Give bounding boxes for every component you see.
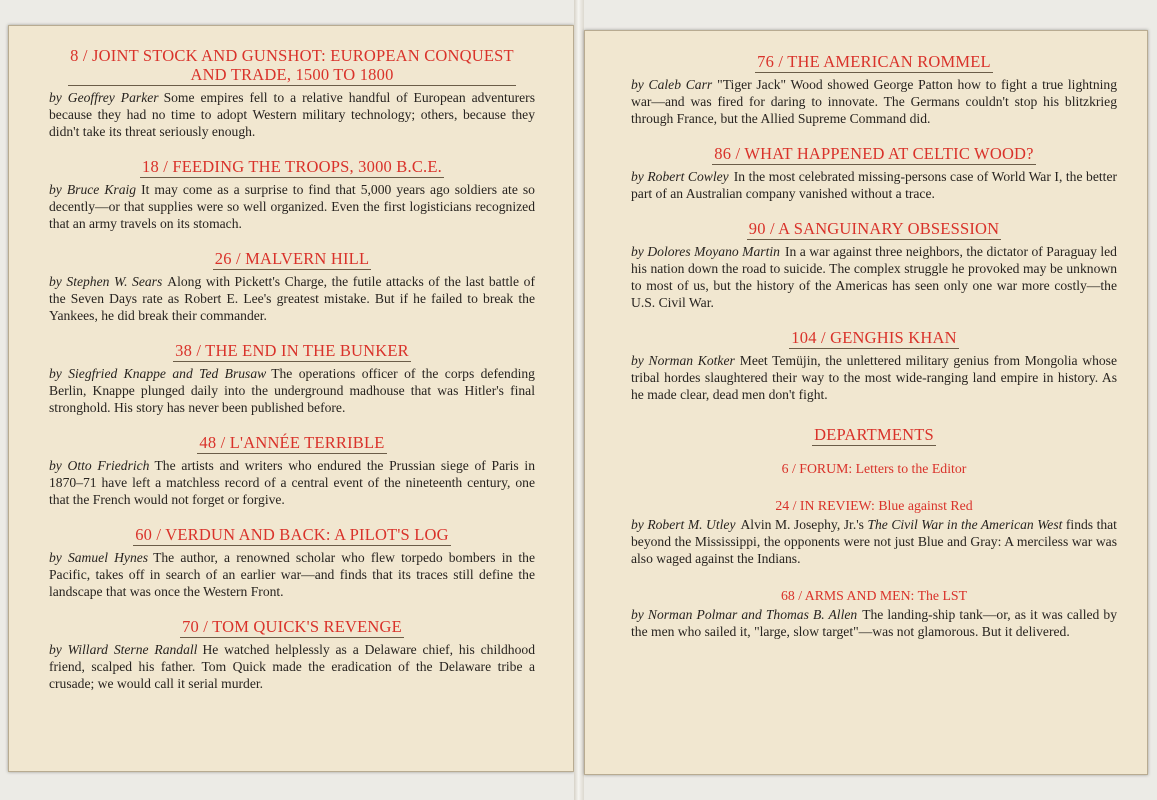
left-page xyxy=(8,25,574,772)
article-body xyxy=(631,352,1117,403)
article-summary: The operations officer of the corps defending Berlin, Knappe plunged daily into the underground madhouse that was Hitler's final stronghold. His story has never been published before. xyxy=(49,366,535,415)
department-body xyxy=(631,516,1117,567)
article-summary: It may come as a surprise to find that 5,000 years ago soldiers ate so decently—or that supplies were so well organized. Even the first logisticians recognized that an army travels on its stomach. xyxy=(49,182,535,231)
article-summary: Along with Pickett's Charge, the futile attacks of the last battle of the Seven Days rate as Robert E. Lee's greatest mistake. But if he failed to break the Yankees, he did break their commander. xyxy=(49,274,535,323)
department-title: 68 / ARMS AND MEN: The LST xyxy=(780,588,968,603)
article-genghis-khan xyxy=(631,328,1117,403)
article-summary: In a war against three neighbors, the dictator of Paraguay led his nation down the road to suicide. The complex struggle he provoked may be unknown to most of us, but the history of the Americas has seen only one war more costly—the U.S. Civil War. xyxy=(631,244,1117,310)
article-body xyxy=(49,365,535,416)
article-celtic-wood xyxy=(631,144,1117,202)
article-american-rommel xyxy=(631,52,1117,127)
article-summary: Meet Temüjin, the unlettered military genius from Mongolia whose tribal hordes slaughtered their way to the most wide-ranging land empire in history. As he made clear, dead men don't fight. xyxy=(631,353,1117,402)
article-sanguinary-obsession xyxy=(631,219,1117,311)
article-body xyxy=(49,273,535,324)
article-verdun xyxy=(49,525,535,600)
article-author: by Samuel Hynes xyxy=(49,550,149,565)
department-title: 6 / FORUM: Letters to the Editor xyxy=(781,461,967,476)
title-line: AND TRADE, 1500 TO 1800 xyxy=(190,65,394,84)
article-author: by Otto Friedrich xyxy=(49,458,150,473)
article-body xyxy=(49,457,535,508)
article-summary: The artists and writers who endured the Prussian siege of Paris in 1870–71 have left a matchless record of a central event of the nineteenth century, one that the French would not forget or forgive. xyxy=(49,458,535,507)
article-feeding-troops xyxy=(49,157,535,232)
department-summary: The landing-ship tank—or, as it was called by the men who sailed it, "large, slow target"—was not glamorous. But it delivered. xyxy=(631,607,1117,639)
article-summary: "Tiger Jack" Wood showed George Patton how to fight a true lightning war—and was fired for daring to innovate. The Germans couldn't stop his blitzkrieg through France, but the Allied Supreme Command did. xyxy=(631,77,1117,126)
department-title: 24 / IN REVIEW: Blue against Red xyxy=(775,498,973,513)
department-author: by Norman Polmar and Thomas B. Allen xyxy=(631,607,858,622)
article-author: by Siegfried Knappe and Ted Brusaw xyxy=(49,366,267,381)
article-title: 60 / VERDUN AND BACK: A PILOT'S LOG xyxy=(135,525,449,544)
department-arms-and-men xyxy=(631,587,1117,640)
article-author: by Norman Kotker xyxy=(631,353,735,368)
article-joint-stock xyxy=(49,46,535,140)
article-body xyxy=(49,181,535,232)
article-malvern-hill xyxy=(49,249,535,324)
article-title: 48 / L'ANNÉE TERRIBLE xyxy=(199,433,385,452)
article-title: 18 / FEEDING THE TROOPS, 3000 B.C.E. xyxy=(142,157,442,176)
article-summary: Some empires fell to a relative handful of European adventurers because they had no time to adopt Western military technology; others, because they didn't take its threat seriously enough. xyxy=(49,90,535,139)
article-title: 90 / A SANGUINARY OBSESSION xyxy=(748,219,1000,238)
department-in-review xyxy=(631,497,1117,567)
article-title: 38 / THE END IN THE BUNKER xyxy=(175,341,409,360)
article-body xyxy=(631,76,1117,127)
article-author: by Caleb Carr xyxy=(631,77,713,92)
article-summary: In the most celebrated missing-persons case of World War I, the better part of an Australian company vanished without a trace. xyxy=(631,169,1118,201)
article-title: 104 / GENGHIS KHAN xyxy=(791,328,957,347)
article-tom-quick xyxy=(49,617,535,692)
article-body xyxy=(49,549,535,600)
article-summary: He watched helplessly as a Delaware chief, his childhood friend, scalped his father. Tom Quick made the eradication of the Delaware tribe a crusade; we would call it serial murder. xyxy=(49,642,535,691)
department-author: by Robert M. Utley xyxy=(631,517,736,532)
department-summary: finds that beyond the Mississippi, the opponents were not just Blue and Gray: A merciless war was also waged against the Indians. xyxy=(631,517,1117,566)
article-author: by Stephen W. Sears xyxy=(49,274,163,289)
article-body xyxy=(49,89,535,140)
article-summary: The author, a renowned scholar who flew torpedo bombers in the Pacific, takes off in search of an earlier war—and finds that its traces still define the landscape that was once the Western Front. xyxy=(49,550,536,599)
article-title: 76 / THE AMERICAN ROMMEL xyxy=(757,52,991,71)
article-author: by Geoffrey Parker xyxy=(49,90,159,105)
department-summary-prefix: Alvin M. Josephy, Jr.'s xyxy=(740,517,864,532)
article-body xyxy=(49,641,535,692)
department-body xyxy=(631,606,1117,640)
article-body xyxy=(631,168,1117,202)
article-author: by Robert Cowley xyxy=(631,169,729,184)
article-title: 86 / WHAT HAPPENED AT CELTIC WOOD? xyxy=(714,144,1034,163)
department-forum xyxy=(631,460,1117,477)
article-title: 70 / TOM QUICK'S REVENGE xyxy=(182,617,402,636)
article-author: by Dolores Moyano Martin xyxy=(631,244,780,259)
article-title xyxy=(68,46,516,86)
article-end-in-bunker xyxy=(49,341,535,416)
right-page xyxy=(584,30,1148,775)
title-line: 8 / JOINT STOCK AND GUNSHOT: EUROPEAN CONQUEST xyxy=(70,46,514,65)
page-gutter xyxy=(574,0,584,800)
book-title: The Civil War in the American West xyxy=(867,517,1063,532)
article-author: by Willard Sterne Randall xyxy=(49,642,198,657)
article-body xyxy=(631,243,1117,311)
departments-heading: DEPARTMENTS xyxy=(814,425,934,444)
article-title: 26 / MALVERN HILL xyxy=(214,249,370,268)
article-author: by Bruce Kraig xyxy=(49,182,137,197)
article-annee-terrible xyxy=(49,433,535,508)
